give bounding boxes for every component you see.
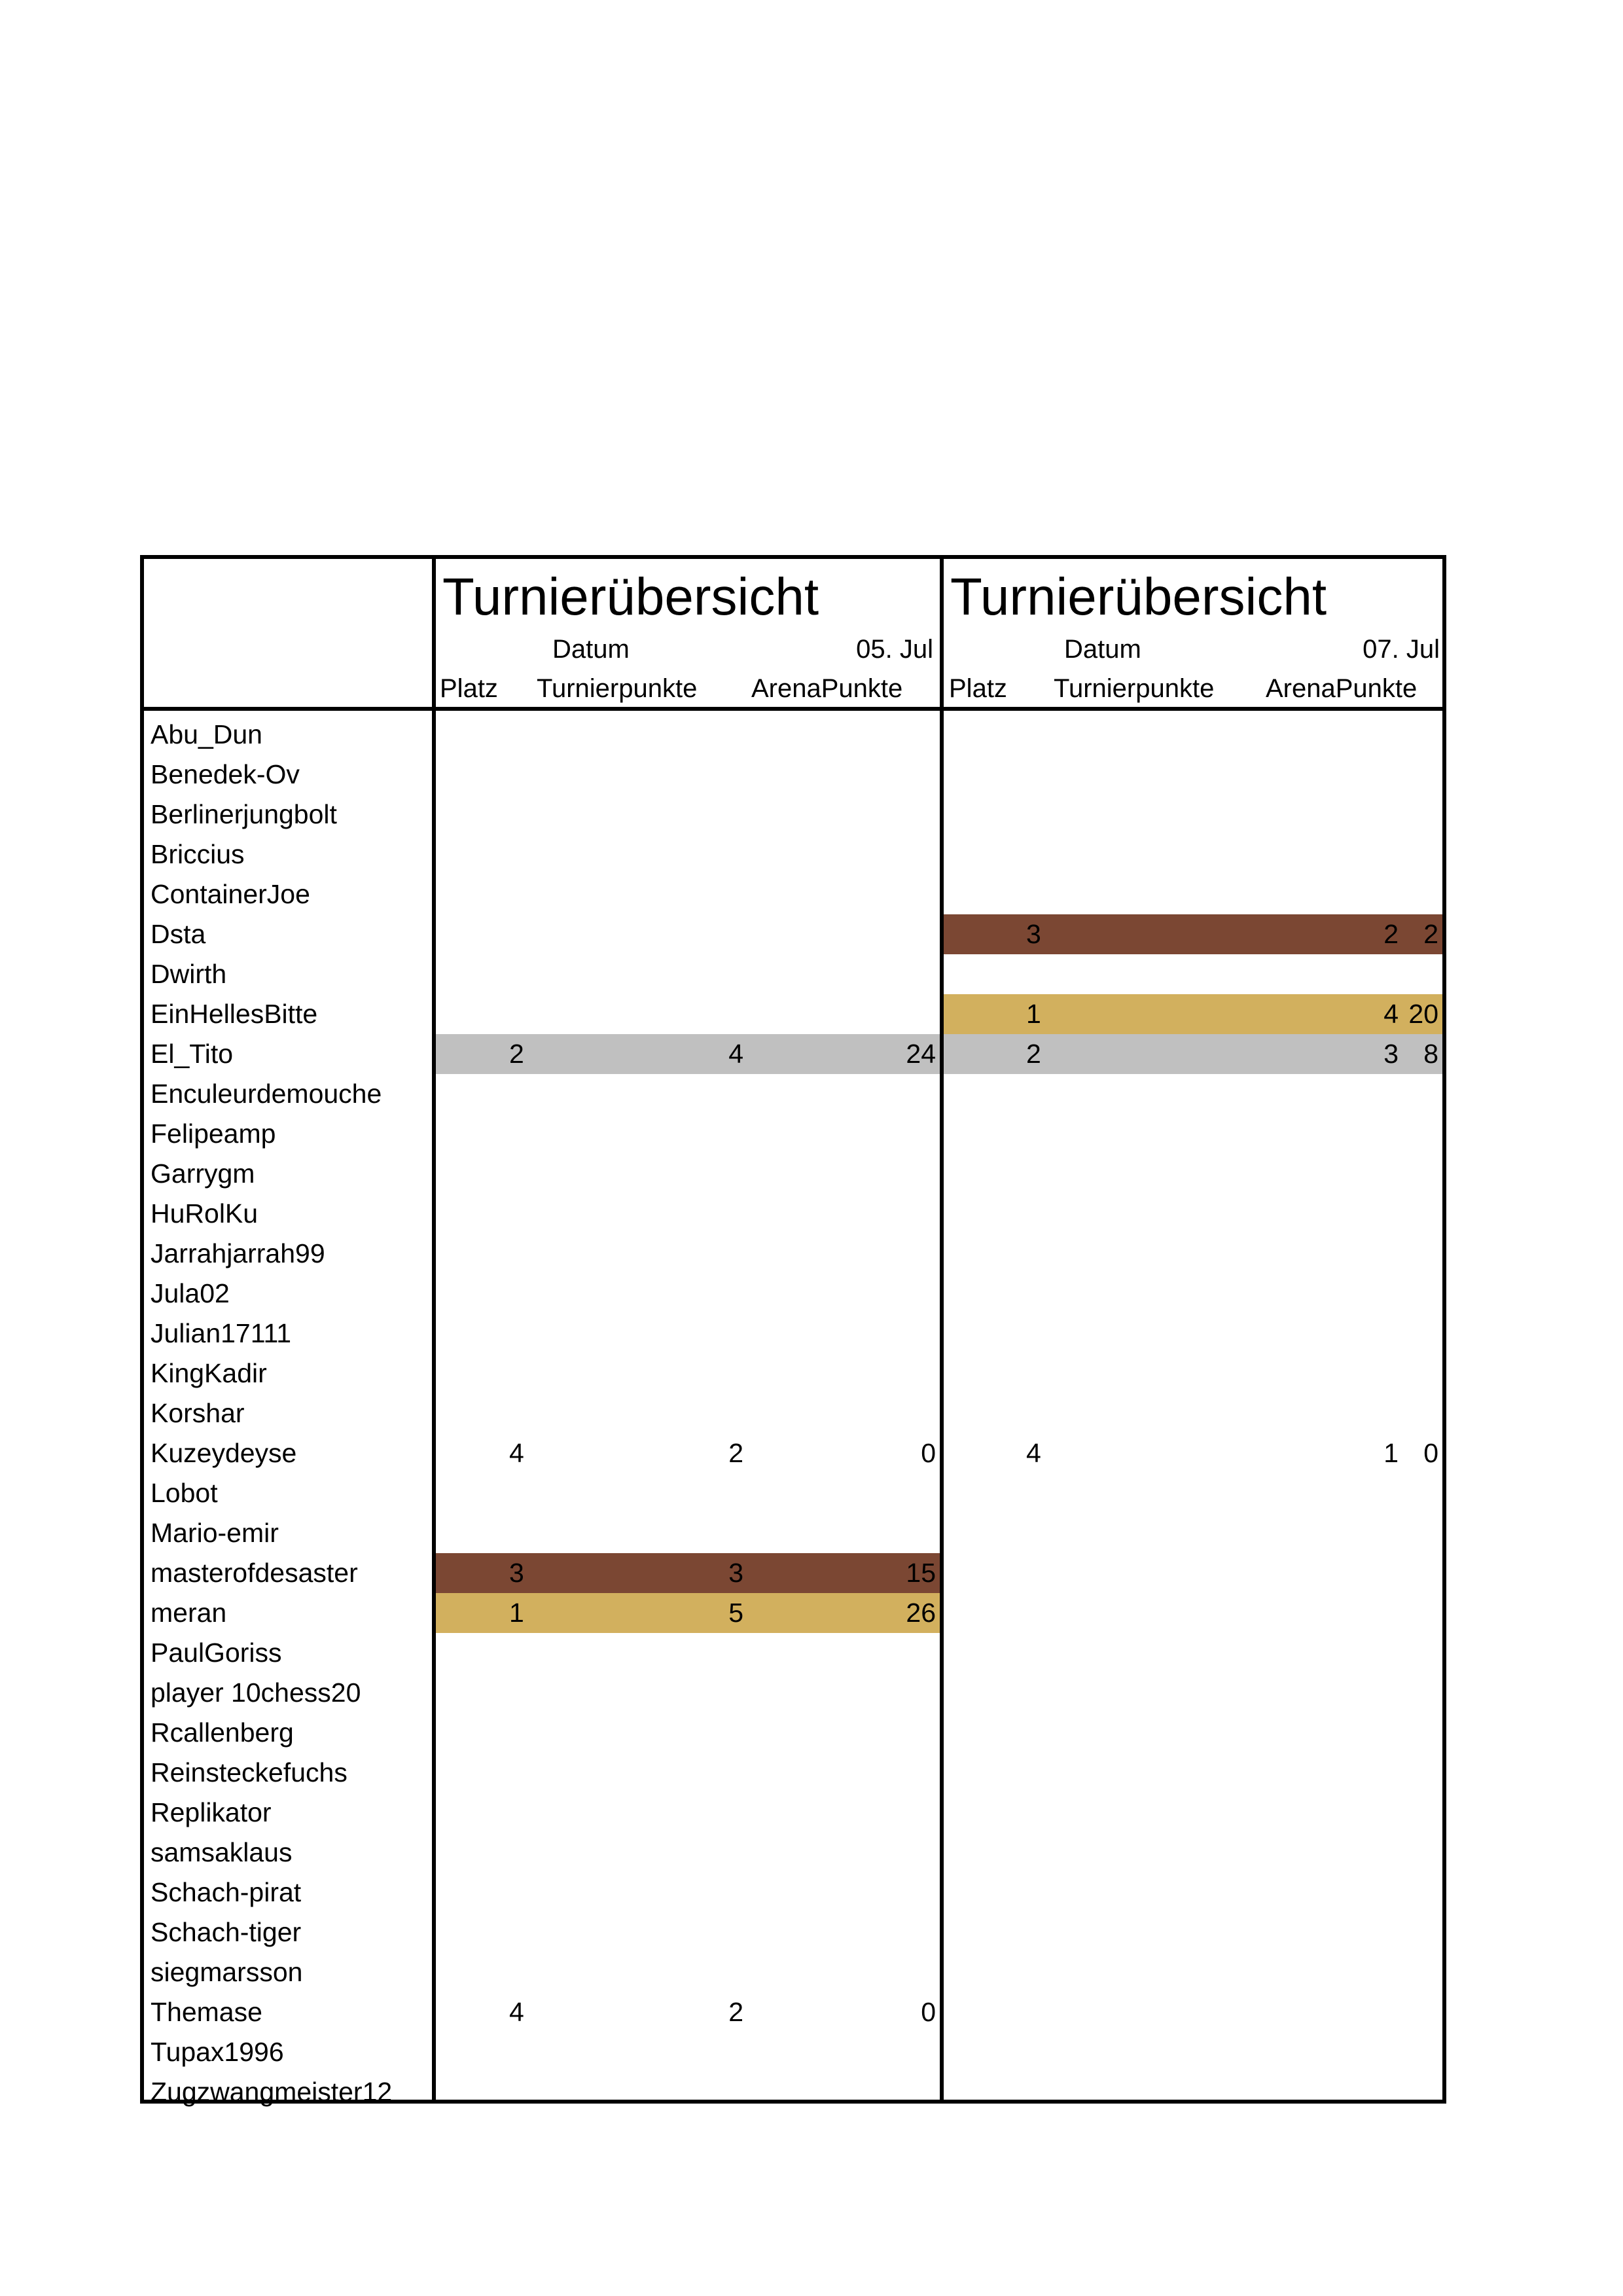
table-row <box>144 1873 1442 1912</box>
player-name: KingKadir <box>151 1358 267 1388</box>
player-name: Briccius <box>151 839 245 869</box>
table-row <box>144 954 1442 994</box>
section-1-arenapunkte-cell: 15 <box>906 1558 936 1588</box>
table-row <box>144 2072 1442 2112</box>
player-name: samsaklaus <box>151 1837 293 1867</box>
player-name: Schach-pirat <box>151 1877 302 1907</box>
table-row <box>144 1433 1442 1473</box>
section-1-turnierpunkte-cell: 2 <box>728 1997 743 2027</box>
player-name: EinHellesBitte <box>151 999 318 1029</box>
section-2-arenapunkte-cell: 2 <box>1423 919 1438 949</box>
table-row <box>144 1553 1442 1593</box>
section-2-platz-cell: 4 <box>1026 1438 1041 1468</box>
player-name: Dsta <box>151 919 206 949</box>
player-name: player 10chess20 <box>151 1677 361 1708</box>
section-1-turnierpunkte-cell: 5 <box>728 1598 743 1628</box>
table-row <box>144 994 1442 1034</box>
section-1-arenapunkte-cell: 26 <box>906 1598 936 1628</box>
section-2-turnierpunkte-cell: 4 <box>1383 999 1399 1029</box>
player-name: Garrygm <box>151 1158 255 1189</box>
section-1-col-arenapunkte: ArenaPunkte <box>751 674 903 703</box>
player-name: HuRolKu <box>151 1198 259 1229</box>
section-2-arenapunkte-cell: 0 <box>1423 1438 1438 1468</box>
player-name: Kuzeydeyse <box>151 1438 297 1468</box>
player-name: Zugzwangmeister12 <box>151 2077 393 2107</box>
table-row <box>144 1154 1442 1194</box>
player-name: El_Tito <box>151 1039 234 1069</box>
table-row <box>144 795 1442 834</box>
player-name: meran <box>151 1598 227 1628</box>
table-row <box>144 1673 1442 1713</box>
table-row <box>144 1314 1442 1354</box>
player-name: Lobot <box>151 1478 218 1508</box>
table-row <box>144 1593 1442 1633</box>
player-name: PaulGoriss <box>151 1638 282 1668</box>
player-name: Reinsteckefuchs <box>151 1757 348 1787</box>
tournament-overview-table <box>140 555 1446 2107</box>
section-1-turnierpunkte-cell: 2 <box>728 1438 743 1468</box>
player-name: Felipeamp <box>151 1119 276 1149</box>
section-1-col-platz: Platz <box>440 674 498 703</box>
table-row <box>144 1912 1442 1952</box>
table-row <box>144 1473 1442 1513</box>
table-row <box>144 834 1442 874</box>
section-2-platz-cell: 3 <box>1026 919 1041 949</box>
player-name: Mario-emir <box>151 1518 279 1548</box>
player-name: siegmarsson <box>151 1957 303 1987</box>
table-row <box>144 1992 1442 2032</box>
table-row <box>144 1633 1442 1673</box>
section-1-arenapunkte-cell: 0 <box>921 1438 936 1468</box>
section-1-arenapunkte-cell: 24 <box>906 1039 936 1069</box>
section-2-col-arenapunkte: ArenaPunkte <box>1266 674 1418 703</box>
section-1-turnierpunkte-cell: 4 <box>728 1039 743 1069</box>
table-row <box>144 1513 1442 1553</box>
player-name: ContainerJoe <box>151 879 310 909</box>
player-name: Jarrahjarrah99 <box>151 1238 325 1268</box>
player-name: Themase <box>151 1997 262 2027</box>
section-2-date-value: 07. Jul <box>1363 635 1440 664</box>
player-name: Dwirth <box>151 959 227 989</box>
section-1-date-value: 05. Jul <box>856 635 933 664</box>
section-1-date-label: Datum <box>552 635 630 664</box>
table-row <box>144 1952 1442 1992</box>
table-row <box>144 1074 1442 1114</box>
player-name: Korshar <box>151 1398 245 1428</box>
table-row <box>144 2032 1442 2072</box>
player-name: Benedek-Ov <box>151 759 300 789</box>
section-2-turnierpunkte-cell: 3 <box>1383 1039 1399 1069</box>
player-name: Jula02 <box>151 1278 230 1308</box>
table-row <box>144 1034 1442 1074</box>
section-2-col-turnierpunkte: Turnierpunkte <box>1054 674 1215 703</box>
header-divider <box>144 707 1442 711</box>
section-1-platz-cell: 4 <box>509 1997 524 2027</box>
table-row <box>144 874 1442 914</box>
section-1-platz-cell: 4 <box>509 1438 524 1468</box>
section-1-title: Turnierübersicht <box>442 567 819 626</box>
player-name: masterofdesaster <box>151 1558 358 1588</box>
table-row <box>144 1274 1442 1314</box>
player-name: Schach-tiger <box>151 1917 302 1947</box>
section-2-turnierpunkte-cell: 1 <box>1383 1438 1399 1468</box>
table-row <box>144 1833 1442 1873</box>
player-name: Abu_Dun <box>151 719 262 749</box>
table-row <box>144 1234 1442 1274</box>
section-2-platz-cell: 1 <box>1026 999 1041 1029</box>
player-name: Enculeurdemouche <box>151 1079 382 1109</box>
player-name: Julian17111 <box>151 1318 292 1348</box>
table-row <box>144 1354 1442 1393</box>
section-2-arenapunkte-cell: 8 <box>1423 1039 1438 1069</box>
player-name: Replikator <box>151 1797 272 1827</box>
section-1-arenapunkte-cell: 0 <box>921 1997 936 2027</box>
section-2-arenapunkte-cell: 20 <box>1408 999 1438 1029</box>
section-2-date-label: Datum <box>1064 635 1141 664</box>
section-2-col-platz: Platz <box>949 674 1007 703</box>
table-row <box>144 914 1442 954</box>
section-1-col-turnierpunkte: Turnierpunkte <box>537 674 698 703</box>
section-1-platz-cell: 1 <box>509 1598 524 1628</box>
table-row <box>144 1713 1442 1753</box>
section-2-platz-cell: 2 <box>1026 1039 1041 1069</box>
table-row <box>144 755 1442 795</box>
player-name: Berlinerjungbolt <box>151 799 337 829</box>
section-1-platz-cell: 3 <box>509 1558 524 1588</box>
table-row <box>144 1393 1442 1433</box>
section-1-platz-cell: 2 <box>509 1039 524 1069</box>
section-1-turnierpunkte-cell: 3 <box>728 1558 743 1588</box>
section-2-turnierpunkte-cell: 2 <box>1383 919 1399 949</box>
section-2-title: Turnierübersicht <box>950 567 1327 626</box>
table-row <box>144 1194 1442 1234</box>
table-row <box>144 1793 1442 1833</box>
player-name: Rcallenberg <box>151 1717 294 1748</box>
table-row <box>144 1114 1442 1154</box>
table-row <box>144 1753 1442 1793</box>
player-name: Tupax1996 <box>151 2037 284 2067</box>
table-row <box>144 715 1442 755</box>
